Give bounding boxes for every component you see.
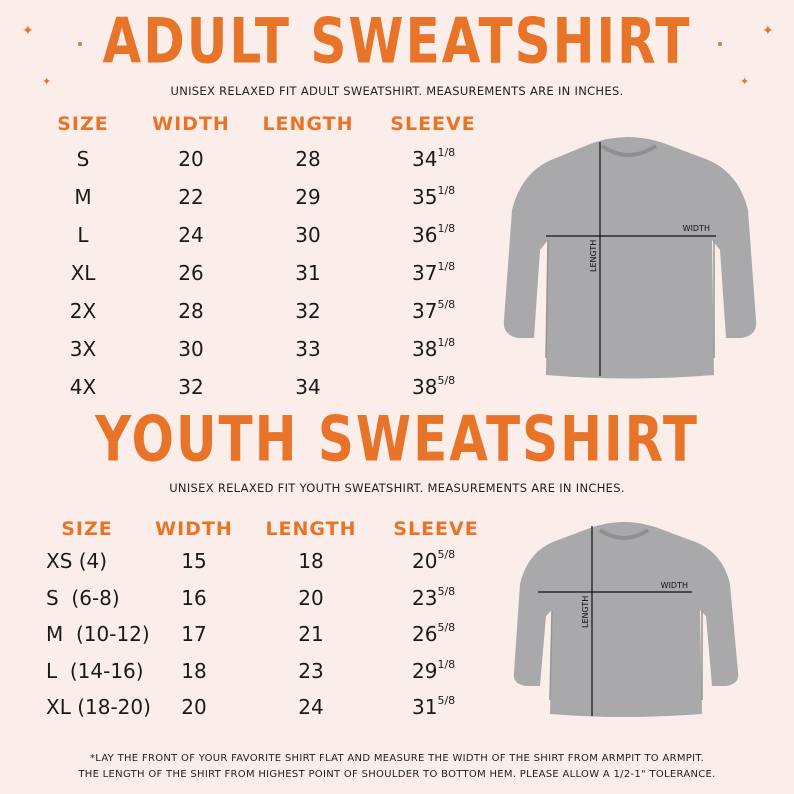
size-cell: S (6-8) bbox=[46, 585, 120, 610]
length-cell: 24 bbox=[298, 695, 324, 719]
sleeve-cell bbox=[412, 337, 455, 361]
sleeve-fraction: 1/8 bbox=[437, 222, 456, 236]
sleeve-cell bbox=[412, 223, 455, 247]
sleeve-whole: 23 bbox=[412, 585, 438, 610]
youth-length-label: LENGTH bbox=[581, 595, 590, 628]
sleeve-cell bbox=[412, 185, 455, 209]
width-cell: 16 bbox=[181, 585, 207, 610]
sleeve-fraction: 1/8 bbox=[437, 260, 456, 274]
footer-line-1: *LAY THE FRONT OF YOUR FAVORITE SHIRT FLAT AND MEASURE THE WIDTH OF THE SHIRT FROM ARMPIT TO ARMPIT. bbox=[89, 753, 705, 764]
youth-header-length: LENGTH bbox=[265, 518, 357, 540]
sleeve-fraction: 1/8 bbox=[437, 146, 456, 160]
sleeve-fraction: 5/8 bbox=[437, 298, 456, 312]
adult-shirt-diagram bbox=[498, 130, 760, 386]
width-cell: 22 bbox=[178, 185, 204, 209]
sleeve-cell bbox=[412, 261, 455, 285]
size-cell: S bbox=[76, 147, 90, 171]
size-cell: XS (4) bbox=[46, 549, 108, 573]
sleeve-whole: 38 bbox=[412, 375, 438, 399]
length-cell: 28 bbox=[295, 147, 321, 171]
sleeve-fraction: 5/8 bbox=[437, 548, 456, 562]
length-cell: 18 bbox=[298, 549, 324, 573]
width-cell: 17 bbox=[181, 622, 207, 646]
adult-header-sleeve: SLEEVE bbox=[390, 113, 476, 135]
length-cell: 29 bbox=[295, 185, 321, 209]
sleeve-whole: 29 bbox=[412, 658, 438, 683]
adult-header-width: WIDTH bbox=[152, 113, 230, 135]
sleeve-whole: 38 bbox=[412, 337, 438, 361]
width-cell: 26 bbox=[178, 261, 204, 285]
sleeve-whole: 36 bbox=[412, 223, 438, 247]
sleeve-whole: 20 bbox=[412, 549, 438, 573]
sleeve-cell bbox=[412, 147, 455, 171]
sleeve-fraction: 5/8 bbox=[437, 621, 456, 635]
width-cell: 24 bbox=[178, 223, 204, 247]
width-cell: 28 bbox=[178, 299, 204, 323]
sleeve-whole: 37 bbox=[412, 261, 438, 285]
size-cell: XL bbox=[70, 261, 96, 285]
sleeve-fraction: 1/8 bbox=[437, 184, 456, 198]
width-cell: 20 bbox=[178, 147, 204, 171]
size-cell: L (14-16) bbox=[46, 658, 144, 683]
adult-header-length: LENGTH bbox=[262, 113, 354, 135]
length-cell: 30 bbox=[295, 223, 321, 247]
sleeve-cell bbox=[412, 695, 455, 719]
size-cell: XL (18-20) bbox=[46, 695, 151, 719]
sleeve-cell bbox=[412, 659, 455, 683]
footer-note bbox=[0, 751, 794, 783]
youth-header-sleeve: SLEEVE bbox=[393, 518, 479, 540]
size-cell: L bbox=[77, 223, 89, 247]
adult-title: ADULT SWEATSHIRT bbox=[102, 4, 692, 78]
adult-length-label: LENGTH bbox=[589, 239, 598, 272]
sleeve-whole: 37 bbox=[412, 299, 438, 323]
youth-width-label: WIDTH bbox=[660, 581, 688, 590]
adult-subtitle: UNISEX RELAXED FIT ADULT SWEATSHIRT. MEASUREMENTS ARE IN INCHES. bbox=[170, 84, 624, 98]
width-cell: 30 bbox=[178, 337, 204, 361]
length-cell: 23 bbox=[298, 658, 324, 683]
sleeve-whole: 35 bbox=[412, 185, 438, 209]
youth-header-width: WIDTH bbox=[155, 518, 233, 540]
youth-shirt-body bbox=[514, 522, 739, 717]
youth-shirt-diagram bbox=[506, 516, 744, 722]
length-cell: 33 bbox=[295, 337, 321, 361]
sleeve-fraction: 1/8 bbox=[437, 336, 456, 350]
length-cell: 34 bbox=[295, 375, 321, 399]
length-cell: 31 bbox=[295, 261, 321, 285]
youth-subtitle: UNISEX RELAXED FIT YOUTH SWEATSHIRT. MEASUREMENTS ARE IN INCHES. bbox=[169, 481, 625, 495]
size-cell: 4X bbox=[69, 375, 97, 399]
sleeve-fraction: 5/8 bbox=[437, 374, 456, 388]
youth-title: YOUTH SWEATSHIRT bbox=[95, 402, 699, 476]
footer-line-2: THE LENGTH OF THE SHIRT FROM HIGHEST POINT OF SHOULDER TO BOTTOM HEM. PLEASE ALLOW A 1/2-1" TOLERANCE. bbox=[78, 769, 716, 780]
size-cell: 3X bbox=[69, 337, 97, 361]
adult-width-label: WIDTH bbox=[682, 224, 710, 233]
size-cell: M (10-12) bbox=[46, 622, 150, 646]
adult-shirt-body bbox=[504, 137, 756, 379]
sparkle-icon: ✦ bbox=[22, 23, 34, 39]
sleeve-cell bbox=[412, 375, 455, 399]
sleeve-cell bbox=[412, 586, 455, 610]
width-cell: 32 bbox=[178, 375, 204, 399]
sleeve-whole: 26 bbox=[412, 622, 438, 646]
sparkle-icon: ✦ bbox=[42, 75, 52, 88]
sleeve-whole: 31 bbox=[412, 695, 438, 719]
length-cell: 20 bbox=[298, 585, 324, 610]
width-cell: 15 bbox=[181, 549, 207, 573]
width-cell: 18 bbox=[181, 658, 207, 683]
youth-header-size: SIZE bbox=[61, 518, 113, 540]
sleeve-cell bbox=[412, 299, 455, 323]
width-cell: 20 bbox=[181, 695, 207, 719]
sleeve-cell bbox=[412, 622, 455, 646]
sleeve-whole: 34 bbox=[412, 147, 438, 171]
size-cell: M bbox=[74, 185, 92, 209]
sparkle-icon: ✦ bbox=[740, 75, 750, 88]
sleeve-fraction: 5/8 bbox=[437, 584, 456, 598]
size-cell: 2X bbox=[69, 299, 97, 323]
length-cell: 21 bbox=[298, 622, 324, 646]
adult-header-size: SIZE bbox=[57, 113, 109, 135]
sleeve-fraction: 1/8 bbox=[437, 657, 456, 671]
sparkle-icon: ✦ bbox=[762, 23, 774, 39]
sleeve-cell bbox=[412, 549, 455, 573]
sleeve-fraction: 5/8 bbox=[437, 694, 456, 708]
length-cell: 32 bbox=[295, 299, 321, 323]
